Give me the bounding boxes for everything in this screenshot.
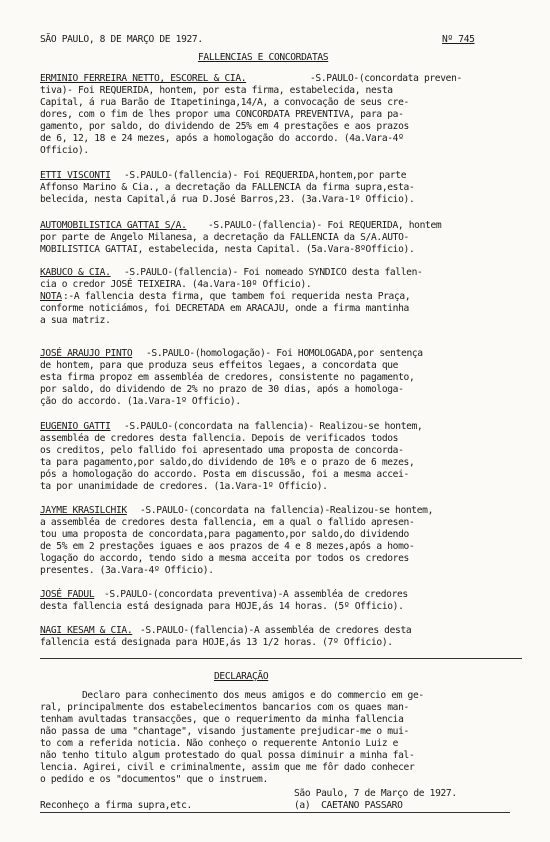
- entry-name: KABUCO & CIA.: [40, 267, 111, 278]
- entry-text: -S.PAULO-(homologação)- Foi HOMOLOGADA,por sentença: [146, 348, 423, 359]
- declaration-text: tenham avultadas transacções, que o requerimento da minha fallencia: [40, 714, 404, 725]
- entry-text: -S.PAULO-(fallencia)- Foi REQUERIDA, hontem: [208, 220, 442, 231]
- declaration-title: DECLARAÇÃO: [214, 671, 269, 682]
- entry-text: Officio).: [40, 145, 89, 156]
- declaration-text: ral, principalmente dos estabelecimentos bancarios com os quaes man-: [40, 702, 409, 713]
- entry-text: Affonso Marino & Cia., a decretação da FALLENCIA da firma supra,esta-: [40, 182, 415, 193]
- entry-text: logação do accordo, tendo sido a mesma acceita por todos os credores: [40, 553, 409, 564]
- entry-text: ta por unanimidade de credores. (1a.Vara-1º Officio).: [40, 481, 328, 492]
- entry-text: a assembléa de credores desta fallencia, em a qual o fallido apresen-: [40, 517, 415, 528]
- entry-text: cia o credor JOSÉ TEIXEIRA. (4a.Vara-10º Officio).: [40, 279, 312, 290]
- entry-text: os creditos, pelo fallido foi apresentado uma proposta de concorda-: [40, 445, 404, 456]
- entry-text: -S.PAULO-(fallencia)-A assembléa de credores desta: [140, 625, 412, 636]
- entry-text: -S.PAULO-(concordata na fallencia)- Realizou-se hontem,: [124, 421, 423, 432]
- entry-text: -S.PAULO-(fallencia)- Foi nomeado SYNDICO desta fallen-: [124, 267, 423, 278]
- section-divider: [40, 658, 522, 659]
- declaration-text: não tenho titulo algum protestado do qual possa diminuir a minha fal-: [40, 750, 415, 761]
- section-title: FALLENCIAS E CONCORDATAS: [198, 52, 329, 63]
- entry-name: AUTOMOBILISTICA GATTAI S/A.: [40, 220, 187, 231]
- entry-text: tiva)- Foi REQUERIDA, hontem, por esta firma, estabelecida, nesta: [40, 85, 393, 96]
- declaration-text: não passa de uma "chantage", visando justamente prejudicar-me o mui-: [40, 726, 409, 737]
- entry-text: esta firma propoz em assembléa de credores, consistente no pagamento,: [40, 372, 415, 383]
- entry-text: -S.PAULO-(concordata preventiva)-A assembléa de credores: [104, 589, 408, 600]
- entry-text: -S.PAULO-(concordata na fallencia)-Realizou-se hontem,: [140, 505, 434, 516]
- entry-name: ERMINIO FERREIRA NETTO, ESCOREL & CIA.: [40, 73, 247, 84]
- entry-text: por saldo, do dividendo de 2% no prazo de 30 dias, após a homologa-: [40, 384, 404, 395]
- entry-text: de 5% em 2 prestações iguaes e aos prazos de 4 e 8 mezes,após a homo-: [40, 541, 415, 552]
- entry-text: -S.PAULO-(fallencia)- Foi REQUERIDA,hontem,por parte: [124, 170, 407, 181]
- entry-text: belecida, nesta Capital,á rua D.José Barros,23. (3a.Vara-1º Officio).: [40, 194, 415, 205]
- entry-name: JOSÉ FADUL: [40, 589, 95, 600]
- note-label: NOTA: [40, 291, 62, 302]
- bulletin-number: Nº 745: [442, 34, 475, 45]
- entry-text: de hontem, para que produza seus effeitos legaes, a concordata que: [40, 360, 399, 371]
- signature: (a) CAETANO PASSARO: [294, 800, 403, 811]
- entry-text: tou uma proposta de concordata,para pagamento,por saldo,do dividendo: [40, 529, 409, 540]
- entry-text: de 6, 12, 18 e 24 mezes, após a homologação do accordo. (4a.Vara-4º: [40, 133, 404, 144]
- declaration-text: lencia. Agirei, civil e criminalmente, assim que me fôr dado conhecer: [40, 762, 415, 773]
- entry-text: gamento, por saldo, do dividendo de 25% em 4 prestações e aos prazos: [40, 121, 409, 132]
- entry-text: por parte de Angelo Milanesa, a decretação da FALLENCIA da S/A.AUTO-: [40, 232, 409, 243]
- entry-name: EUGENIO GATTI: [40, 421, 111, 432]
- entry-text: a sua matriz.: [40, 315, 111, 326]
- entry-text: assembléa de credores desta fallencia. Depois de verificados todos: [40, 433, 399, 444]
- declaration-text: Declaro para conhecimento dos meus amigos e do commercio em ge-: [82, 690, 424, 701]
- entry-text: :-A fallencia desta firma, que tambem foi requerida nesta Praça,: [63, 291, 411, 302]
- entry-text: MOBILISTICA GATTAI, estabelecida, nesta Capital. (5a.Vara-8ºOfficio).: [40, 244, 415, 255]
- entry-name: ETTI VISCONTI: [40, 170, 111, 181]
- declaration-place-date: São Paulo, 7 de Março de 1927.: [294, 788, 457, 799]
- entry-text: fallencia está designada para HOJE,ás 13 1/2 horas. (7º Officio).: [40, 637, 393, 648]
- entry-text: presentes. (3a.Vara-4º Officio).: [40, 565, 214, 576]
- entry-text: ção do accordo. (1a.Vara-1º Officio).: [40, 396, 241, 407]
- entry-text: desta fallencia está designada para HOJE,ás 14 horas. (5º Officio).: [40, 601, 404, 612]
- entry-text: conforme noticiámos, foi DECRETADA em ARACAJU, onde a firma mantinha: [40, 303, 409, 314]
- entry-name: NAGI KESAM & CIA.: [40, 625, 133, 636]
- dateline: SÃO PAULO, 8 DE MARÇO DE 1927.: [40, 34, 203, 45]
- declaration-text: to com a referida noticia. Não conheço o requerente Antonio Luiz e: [40, 738, 399, 749]
- entry-text: -S.PAULO-(concordata preven-: [310, 73, 462, 84]
- entry-name: JOSÉ ARAUJO PINTO: [40, 348, 133, 359]
- entry-text: pós a homologação do accordo. Posta em discussão, foi a mesma accei-: [40, 469, 409, 480]
- declaration-text: o pedido e os "documentos" que o instruem.: [40, 774, 268, 785]
- signature-note: Reconheço a firma supra,etc.: [40, 800, 192, 811]
- signature-rule: [40, 812, 510, 813]
- entry-name: JAYME KRASILCHIK: [40, 505, 127, 516]
- entry-text: dores, com o fim de lhes propor uma CONCORDATA PREVENTIVA, para pa-: [40, 109, 404, 120]
- entry-text: ta para pagamento,por saldo,do dividendo de 10% e o prazo de 6 mezes,: [40, 457, 415, 468]
- entry-text: Capital, á rua Barão de Itapetininga,14/A, a convocação de seus cre-: [40, 97, 409, 108]
